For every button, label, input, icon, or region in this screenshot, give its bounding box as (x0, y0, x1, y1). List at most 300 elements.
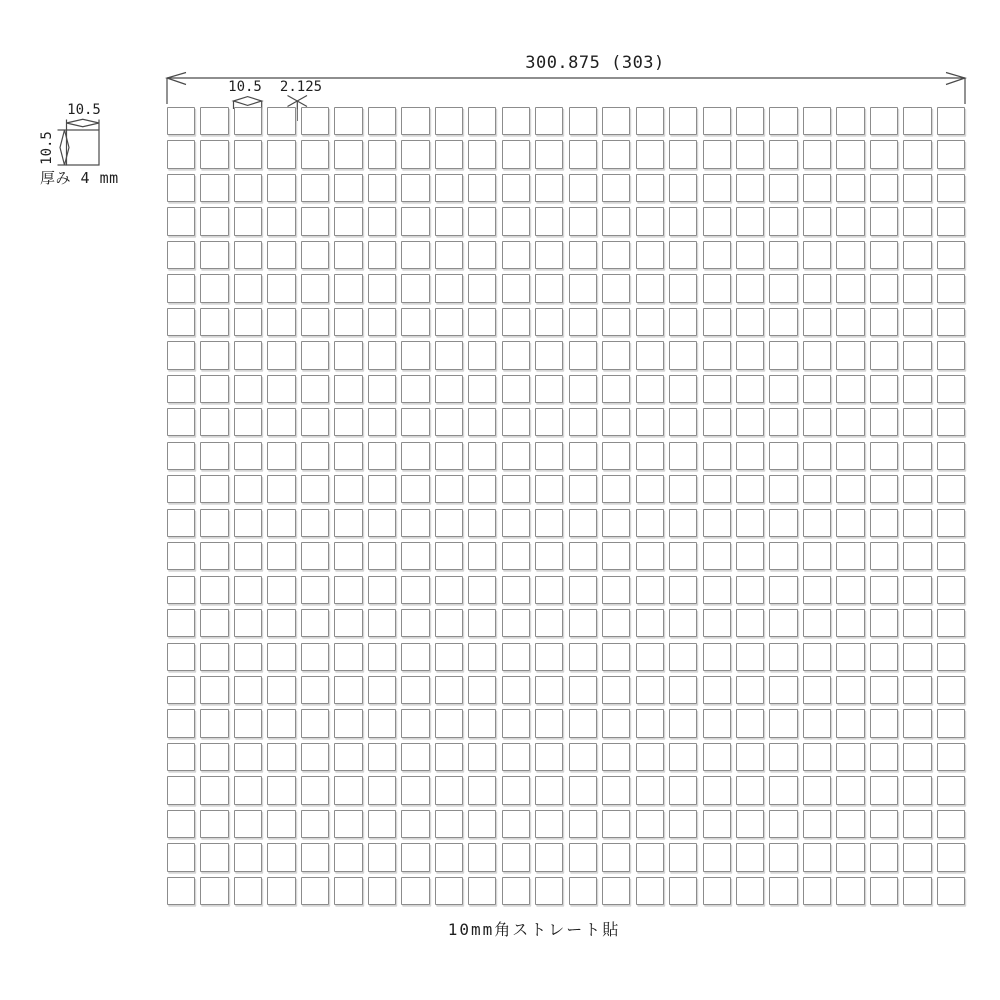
tile (703, 609, 731, 637)
tile (836, 576, 864, 604)
tile (200, 709, 228, 737)
tile (769, 107, 797, 135)
tile (267, 743, 295, 771)
tile (769, 776, 797, 804)
tile (368, 509, 396, 537)
tile (836, 743, 864, 771)
tile (736, 375, 764, 403)
tile (903, 509, 931, 537)
tile (368, 709, 396, 737)
tile (937, 207, 965, 235)
tile (301, 776, 329, 804)
tile (736, 241, 764, 269)
tile (903, 475, 931, 503)
tile (401, 241, 429, 269)
tile (234, 207, 262, 235)
tile (703, 442, 731, 470)
tile (636, 341, 664, 369)
tile (803, 743, 831, 771)
tile (368, 107, 396, 135)
tile (937, 776, 965, 804)
tile (836, 542, 864, 570)
tile (937, 174, 965, 202)
tile (669, 274, 697, 302)
tile (435, 442, 463, 470)
tile (803, 408, 831, 436)
tile (401, 475, 429, 503)
tile (803, 810, 831, 838)
tile (602, 107, 630, 135)
tile (468, 408, 496, 436)
tile (769, 408, 797, 436)
tile (703, 676, 731, 704)
tile (636, 207, 664, 235)
tile (435, 810, 463, 838)
tile (167, 274, 195, 302)
tile (836, 140, 864, 168)
tile (234, 542, 262, 570)
tile (535, 509, 563, 537)
tile (602, 676, 630, 704)
tile (669, 375, 697, 403)
tile (736, 810, 764, 838)
tile (435, 509, 463, 537)
tile (769, 308, 797, 336)
tile (468, 509, 496, 537)
tile (569, 542, 597, 570)
tile (836, 174, 864, 202)
tile (267, 140, 295, 168)
tile (636, 375, 664, 403)
tile (903, 877, 931, 905)
tile (167, 643, 195, 671)
overall-width-label: 300.875 (303) (525, 53, 665, 73)
tile (502, 341, 530, 369)
tile (569, 140, 597, 168)
tile (535, 107, 563, 135)
tile (200, 475, 228, 503)
tile (334, 542, 362, 570)
tile (334, 709, 362, 737)
tile (502, 843, 530, 871)
tile (703, 743, 731, 771)
tile (836, 308, 864, 336)
tile (903, 308, 931, 336)
tile (435, 408, 463, 436)
tile (334, 676, 362, 704)
tile (435, 576, 463, 604)
tile (535, 140, 563, 168)
tile (937, 810, 965, 838)
tile (937, 843, 965, 871)
tile (368, 207, 396, 235)
tile (736, 843, 764, 871)
tile (535, 442, 563, 470)
tile (769, 810, 797, 838)
tile (267, 676, 295, 704)
tile (167, 542, 195, 570)
tile (468, 643, 496, 671)
tile (535, 475, 563, 503)
tile (803, 140, 831, 168)
tile (870, 475, 898, 503)
tile (703, 643, 731, 671)
tile (769, 475, 797, 503)
tile (502, 107, 530, 135)
tile (736, 274, 764, 302)
tile (569, 877, 597, 905)
tile (669, 810, 697, 838)
tile (870, 810, 898, 838)
tile (535, 877, 563, 905)
tile (803, 274, 831, 302)
tile (234, 442, 262, 470)
tile (703, 341, 731, 369)
tile (267, 542, 295, 570)
tile (636, 442, 664, 470)
tile (368, 843, 396, 871)
tile (669, 341, 697, 369)
tile (903, 643, 931, 671)
tile (769, 676, 797, 704)
tile (368, 475, 396, 503)
tile (401, 375, 429, 403)
tile (167, 576, 195, 604)
tile (401, 107, 429, 135)
tile (602, 475, 630, 503)
tile (903, 341, 931, 369)
tile (435, 609, 463, 637)
tile (602, 743, 630, 771)
tile (167, 810, 195, 838)
tile (167, 743, 195, 771)
tile (334, 810, 362, 838)
tile (636, 576, 664, 604)
tile (468, 709, 496, 737)
tile (301, 174, 329, 202)
tile (703, 308, 731, 336)
tile (937, 107, 965, 135)
tile (267, 174, 295, 202)
tile (334, 375, 362, 403)
tile (870, 341, 898, 369)
tile (937, 576, 965, 604)
tile (401, 643, 429, 671)
tile (468, 576, 496, 604)
tile (301, 475, 329, 503)
tile (870, 743, 898, 771)
tile (903, 408, 931, 436)
tile (703, 576, 731, 604)
tile (803, 241, 831, 269)
tile (234, 877, 262, 905)
tile (334, 877, 362, 905)
tile (870, 174, 898, 202)
tile (234, 375, 262, 403)
tile (669, 174, 697, 202)
tile (200, 140, 228, 168)
tile (468, 743, 496, 771)
tile (669, 877, 697, 905)
tile (736, 207, 764, 235)
tile (502, 174, 530, 202)
tile (401, 542, 429, 570)
tile-size-label: 10.5 (228, 79, 262, 95)
tile (167, 776, 195, 804)
tile (569, 274, 597, 302)
tile (435, 107, 463, 135)
tile (736, 408, 764, 436)
tile (870, 442, 898, 470)
tile (669, 442, 697, 470)
tile (937, 676, 965, 704)
tile (669, 475, 697, 503)
tile (301, 810, 329, 838)
tile (836, 274, 864, 302)
tile (836, 676, 864, 704)
tile (903, 743, 931, 771)
tile (769, 542, 797, 570)
tile (200, 442, 228, 470)
tile (301, 877, 329, 905)
tile (803, 576, 831, 604)
tile (602, 609, 630, 637)
tile (435, 274, 463, 302)
tile (703, 877, 731, 905)
tile (602, 877, 630, 905)
tile (903, 776, 931, 804)
tile (301, 743, 329, 771)
tile (401, 174, 429, 202)
tile (200, 107, 228, 135)
tile (502, 408, 530, 436)
tile (602, 408, 630, 436)
tile (703, 207, 731, 235)
tile (836, 241, 864, 269)
tile (636, 107, 664, 135)
tile (468, 341, 496, 369)
tile (803, 676, 831, 704)
tile (200, 408, 228, 436)
tile (937, 743, 965, 771)
tile (803, 107, 831, 135)
tile (602, 241, 630, 269)
tile (870, 241, 898, 269)
tile (401, 140, 429, 168)
tile (535, 609, 563, 637)
tile (669, 308, 697, 336)
tile (937, 241, 965, 269)
tile (803, 843, 831, 871)
tile (769, 341, 797, 369)
tile (535, 375, 563, 403)
tile (334, 643, 362, 671)
tile (401, 207, 429, 235)
tile (569, 174, 597, 202)
tile (535, 308, 563, 336)
tile (468, 475, 496, 503)
tile (167, 308, 195, 336)
tile (502, 509, 530, 537)
tile (267, 609, 295, 637)
tile (267, 207, 295, 235)
tile (602, 643, 630, 671)
tile (334, 442, 362, 470)
tile (836, 341, 864, 369)
tile (334, 140, 362, 168)
tile (703, 274, 731, 302)
tile (535, 810, 563, 838)
tile (636, 241, 664, 269)
tile (301, 843, 329, 871)
tile (937, 442, 965, 470)
tile (569, 709, 597, 737)
tile (435, 676, 463, 704)
tile (870, 843, 898, 871)
tile (836, 375, 864, 403)
tile (502, 308, 530, 336)
tile (368, 341, 396, 369)
tile (803, 308, 831, 336)
tile (502, 877, 530, 905)
tile (401, 576, 429, 604)
tile (803, 375, 831, 403)
tile (870, 207, 898, 235)
tile (267, 509, 295, 537)
tile (769, 207, 797, 235)
tile (769, 509, 797, 537)
tile (301, 509, 329, 537)
tile (401, 743, 429, 771)
tile (200, 776, 228, 804)
tile (535, 341, 563, 369)
tile (200, 341, 228, 369)
tile (200, 274, 228, 302)
tile (569, 375, 597, 403)
tile (435, 542, 463, 570)
tile (267, 274, 295, 302)
tile (836, 877, 864, 905)
tile (435, 308, 463, 336)
tile (803, 643, 831, 671)
tile (200, 308, 228, 336)
tile (502, 475, 530, 503)
tile (334, 776, 362, 804)
tile (836, 207, 864, 235)
tile (636, 174, 664, 202)
tile (502, 776, 530, 804)
tile (870, 408, 898, 436)
tile (234, 475, 262, 503)
tile (903, 576, 931, 604)
tile (401, 341, 429, 369)
tile (836, 643, 864, 671)
tile (535, 676, 563, 704)
tile (301, 107, 329, 135)
tile (167, 408, 195, 436)
tile (234, 643, 262, 671)
tile (636, 609, 664, 637)
tile (368, 241, 396, 269)
tile (167, 442, 195, 470)
tile (535, 843, 563, 871)
tile (435, 207, 463, 235)
tile (167, 475, 195, 503)
tile (267, 576, 295, 604)
tile (468, 542, 496, 570)
tile (669, 107, 697, 135)
tile (234, 843, 262, 871)
tile (569, 509, 597, 537)
tile (736, 576, 764, 604)
tile (769, 843, 797, 871)
tile (502, 542, 530, 570)
tile (368, 442, 396, 470)
tile (368, 274, 396, 302)
tile (368, 643, 396, 671)
tile (468, 308, 496, 336)
tile (502, 241, 530, 269)
tile (803, 207, 831, 235)
tile (903, 274, 931, 302)
tile (435, 341, 463, 369)
tile (703, 375, 731, 403)
tile (234, 776, 262, 804)
tile (836, 442, 864, 470)
tile (703, 140, 731, 168)
tile (502, 375, 530, 403)
tile (301, 542, 329, 570)
tile (803, 877, 831, 905)
tile (468, 207, 496, 235)
tile (803, 341, 831, 369)
tile (535, 542, 563, 570)
tile (200, 576, 228, 604)
tile (703, 408, 731, 436)
tile (401, 776, 429, 804)
tile (937, 709, 965, 737)
tile (870, 776, 898, 804)
tile (468, 776, 496, 804)
tile (836, 776, 864, 804)
tile (769, 709, 797, 737)
tile (267, 408, 295, 436)
tile (937, 609, 965, 637)
tile (167, 509, 195, 537)
joint-width-label: 2.125 (279, 79, 323, 95)
tile (703, 241, 731, 269)
tile (602, 207, 630, 235)
tile (267, 375, 295, 403)
tile (502, 709, 530, 737)
tile (602, 709, 630, 737)
tile (535, 743, 563, 771)
tile (301, 241, 329, 269)
tile (703, 475, 731, 503)
tile (669, 743, 697, 771)
tile (435, 776, 463, 804)
tile (636, 676, 664, 704)
tile (334, 576, 362, 604)
tile (569, 810, 597, 838)
tile (769, 375, 797, 403)
tile (368, 877, 396, 905)
tile (736, 776, 764, 804)
tile (301, 375, 329, 403)
tile (468, 676, 496, 704)
tile (401, 442, 429, 470)
tile (368, 776, 396, 804)
